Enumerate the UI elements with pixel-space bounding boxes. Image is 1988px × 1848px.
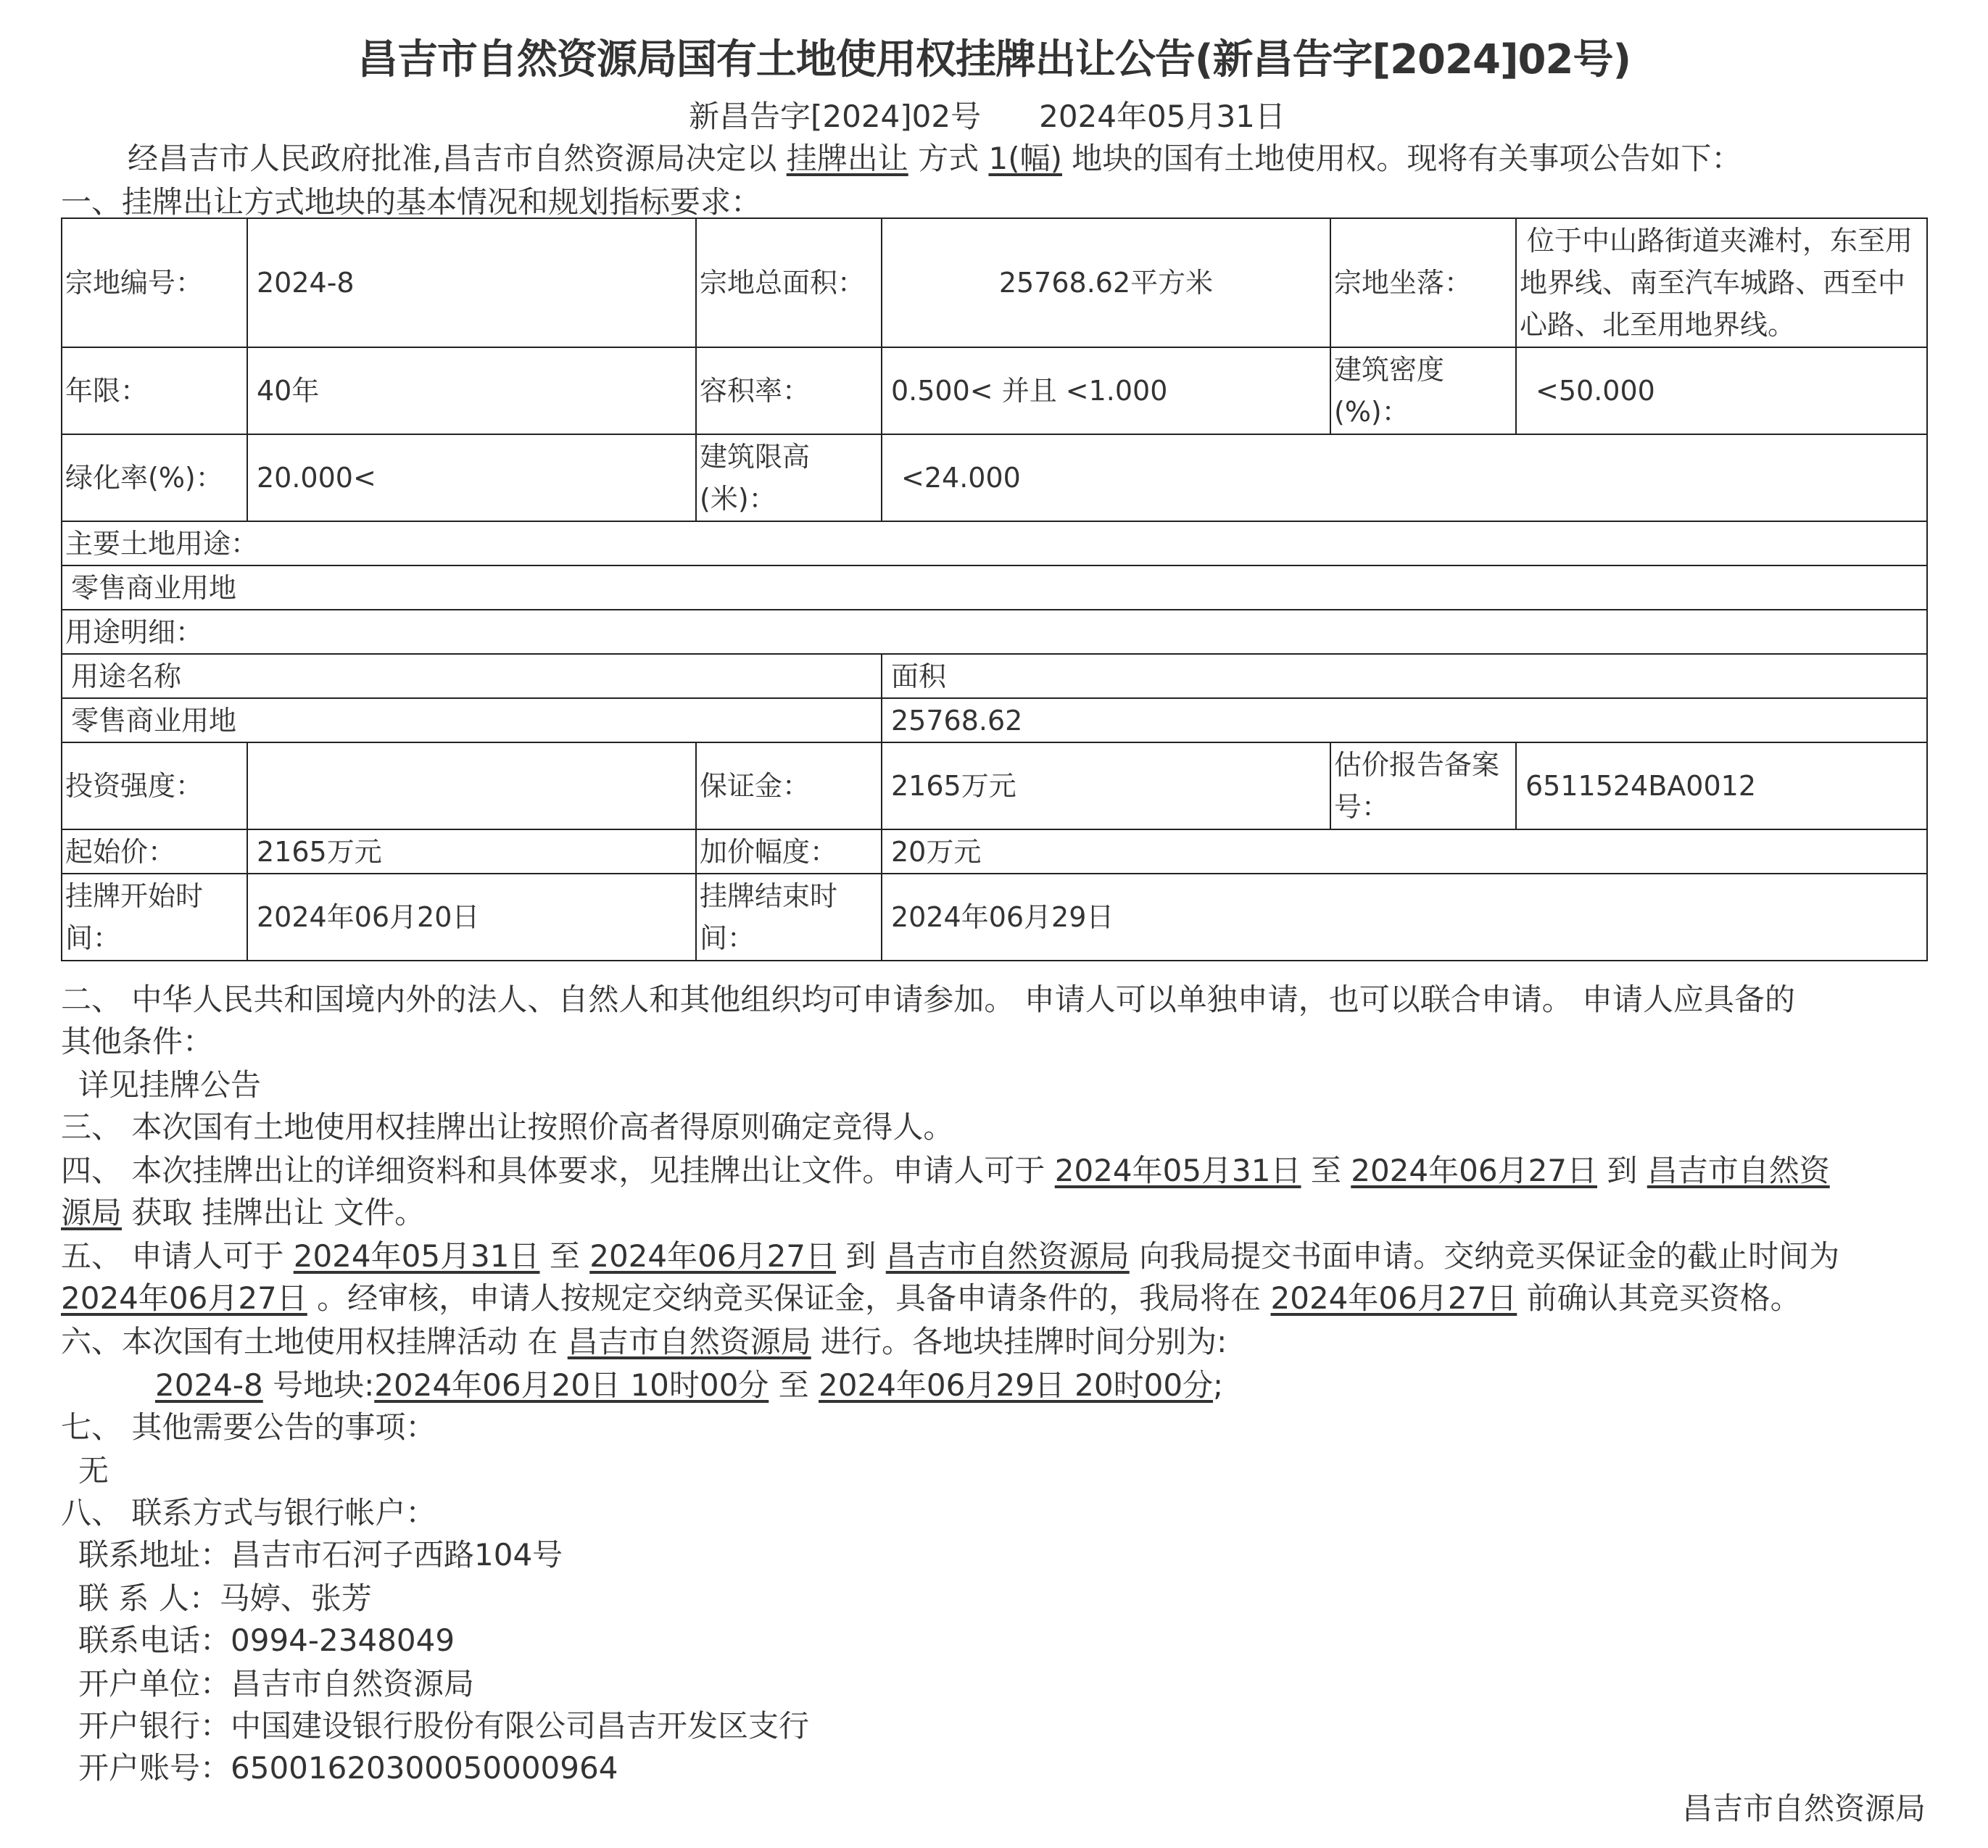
appraisal-report-value: 6511524BA0012 bbox=[1516, 742, 1927, 829]
deposit-value: 2165万元 bbox=[882, 742, 1330, 829]
section-6-line-1: 六、本次国有土地使用权挂牌活动 在 昌吉市自然资源局 进行。各地块挂牌时间分别为: bbox=[61, 1324, 1227, 1359]
table-row bbox=[62, 654, 1927, 698]
table-row bbox=[62, 218, 1927, 347]
intro-method: 挂牌出让 bbox=[786, 141, 908, 176]
bid-increment-label: 加价幅度： bbox=[696, 829, 882, 874]
lot-end-time: 2024年06月29日 20时00分 bbox=[819, 1367, 1214, 1403]
starting-price-label: 起始价： bbox=[62, 829, 247, 874]
section-4-line-2: 源局 获取 挂牌出让 文件。 bbox=[61, 1195, 426, 1230]
contact-phone: 联系电话：0994-2348049 bbox=[78, 1623, 455, 1658]
table-row bbox=[62, 347, 1927, 434]
building-density-value: <50.000 bbox=[1516, 347, 1927, 434]
listing-start-label: 挂牌开始时 间： bbox=[62, 874, 247, 961]
deposit-label: 保证金： bbox=[696, 742, 882, 829]
use-name-header: 用途名称 bbox=[62, 654, 882, 698]
height-limit-label: 建筑限高 (米)： bbox=[696, 434, 882, 521]
sec5-confirm-date: 2024年06月27日 bbox=[1270, 1280, 1517, 1316]
table-row bbox=[62, 698, 1927, 742]
table-row bbox=[62, 610, 1927, 654]
investment-intensity-label: 投资强度： bbox=[62, 742, 247, 829]
issuer-signature: 昌吉市自然资源局 bbox=[1681, 1791, 1926, 1826]
section-5-line-2: 2024年06月27日 。经审核，申请人按规定交纳竞买保证金，具备申请条件的，我局将在 2024年06月27日 前确认其竞买资格。 bbox=[61, 1280, 1801, 1316]
height-limit-value: <24.000 bbox=[882, 434, 1927, 521]
green-ratio-value: 20.000< bbox=[247, 434, 696, 521]
section-2-conditions: 详见挂牌公告 bbox=[78, 1067, 262, 1103]
green-ratio-label: 绿化率(%)： bbox=[62, 434, 247, 521]
appraisal-report-label: 估价报告备案 号： bbox=[1330, 742, 1516, 829]
area-header: 面积 bbox=[882, 654, 1927, 698]
term-value: 40年 bbox=[247, 347, 696, 434]
table-row bbox=[62, 742, 1927, 829]
total-area-value: 25768.62平方米 bbox=[882, 218, 1330, 347]
section-4-line-1: 四、 本次挂牌出让的详细资料和具体要求，见挂牌出让文件。申请人可于 2024年05月31日 至 2024年06月27日 到 昌吉市自然资 bbox=[61, 1153, 1830, 1188]
sec4-end-date: 2024年06月27日 bbox=[1351, 1153, 1598, 1188]
section-7-value: 无 bbox=[78, 1453, 109, 1488]
table-row bbox=[62, 434, 1927, 521]
main-use-label: 主要土地用途： bbox=[62, 521, 1927, 565]
lot-start-time: 2024年06月20日 10时00分 bbox=[374, 1367, 769, 1403]
section-3: 三、 本次国有土地使用权挂牌出让按照价高者得原则确定竞得人。 bbox=[61, 1109, 954, 1145]
contact-person: 联 系 人：马婷、张芳 bbox=[78, 1580, 372, 1616]
sec4-place: 昌吉市自然资 bbox=[1647, 1153, 1830, 1188]
listing-end-value: 2024年06月29日 bbox=[882, 874, 1927, 961]
parcel-id-value: 2024-8 bbox=[247, 218, 696, 347]
sec5-deposit-deadline: 2024年06月27日 bbox=[61, 1280, 307, 1316]
section-2-line-1: 二、 中华人民共和国境内外的法人、自然人和其他组织均可申请参加。 申请人可以单独申请，也可以联合申请。 申请人应具备的 bbox=[61, 982, 1796, 1017]
doc-meta bbox=[689, 93, 1285, 136]
building-density-label: 建筑密度 (%)： bbox=[1330, 347, 1516, 434]
sec4-start-date: 2024年05月31日 bbox=[1054, 1153, 1301, 1188]
section-7-title: 七、 其他需要公告的事项： bbox=[61, 1409, 436, 1445]
account-bank: 开户银行：中国建设银行股份有限公司昌吉开发区支行 bbox=[78, 1708, 810, 1744]
use-detail-label: 用途明细： bbox=[62, 610, 1927, 654]
bid-increment-value: 20万元 bbox=[882, 829, 1927, 874]
page-title: 昌吉市自然资源局国有土地使用权挂牌出让公告(新昌告字[2024]02号) bbox=[357, 36, 1631, 83]
listing-end-label: 挂牌结束时 间： bbox=[696, 874, 882, 961]
section-6-lot-schedule: 2024-8 号地块:2024年06月20日 10时00分 至 2024年06月29日 20时00分; bbox=[155, 1367, 1224, 1403]
parcel-id-label: 宗地编号： bbox=[62, 218, 247, 347]
main-use-value: 零售商业用地 bbox=[62, 565, 1927, 610]
section-1-title: 一、挂牌出让方式地块的基本情况和规划指标要求： bbox=[61, 184, 762, 220]
lot-number: 2024-8 bbox=[155, 1367, 263, 1403]
section-2-line-2: 其他条件： bbox=[61, 1024, 214, 1059]
table-row bbox=[62, 874, 1927, 961]
sec5-end-date: 2024年06月27日 bbox=[589, 1238, 837, 1274]
section-5-line-1: 五、 申请人可于 2024年05月31日 至 2024年06月27日 到 昌吉市自然资源局 向我局提交书面申请。交纳竞买保证金的截止时间为 bbox=[61, 1238, 1840, 1274]
account-number: 开户账号：65001620300050000964 bbox=[78, 1750, 618, 1786]
table-row bbox=[62, 521, 1927, 565]
use-name-value: 零售商业用地 bbox=[62, 698, 882, 742]
table-row bbox=[62, 565, 1927, 610]
sec6-place: 昌吉市自然资源局 bbox=[567, 1324, 811, 1359]
sec5-place: 昌吉市自然资源局 bbox=[885, 1238, 1130, 1274]
sec5-start-date: 2024年05月31日 bbox=[293, 1238, 540, 1274]
doc-number: 新昌告字[2024]02号 bbox=[689, 99, 982, 134]
term-label: 年限： bbox=[62, 347, 247, 434]
listing-start-value: 2024年06月20日 bbox=[247, 874, 696, 961]
investment-intensity-value bbox=[247, 742, 696, 829]
table-row bbox=[62, 829, 1927, 874]
intro-paragraph: 经昌吉市人民政府批准,昌吉市自然资源局决定以 挂牌出让 方式 1(幅) 地块的国有土地使用权。现将有关事项公告如下： bbox=[128, 141, 1742, 176]
area-value: 25768.62 bbox=[882, 698, 1927, 742]
contact-address: 联系地址：昌吉市石河子西路104号 bbox=[78, 1537, 563, 1573]
starting-price-value: 2165万元 bbox=[247, 829, 696, 874]
plot-ratio-value: 0.500< 并且 <1.000 bbox=[882, 347, 1330, 434]
intro-count: 1(幅) bbox=[988, 141, 1062, 176]
account-unit: 开户单位：昌吉市自然资源局 bbox=[78, 1666, 475, 1702]
parcel-info-table bbox=[61, 217, 1928, 961]
location-label: 宗地坐落： bbox=[1330, 218, 1516, 347]
total-area-label: 宗地总面积： bbox=[696, 218, 882, 347]
plot-ratio-label: 容积率： bbox=[696, 347, 882, 434]
doc-date: 2024年05月31日 bbox=[1039, 99, 1285, 134]
section-8-title: 八、 联系方式与银行帐户： bbox=[61, 1495, 436, 1530]
location-value: 位于中山路街道夹滩村，东至用 地界线、南至汽车城路、西至中 心路、北至用地界线。 bbox=[1516, 218, 1927, 347]
